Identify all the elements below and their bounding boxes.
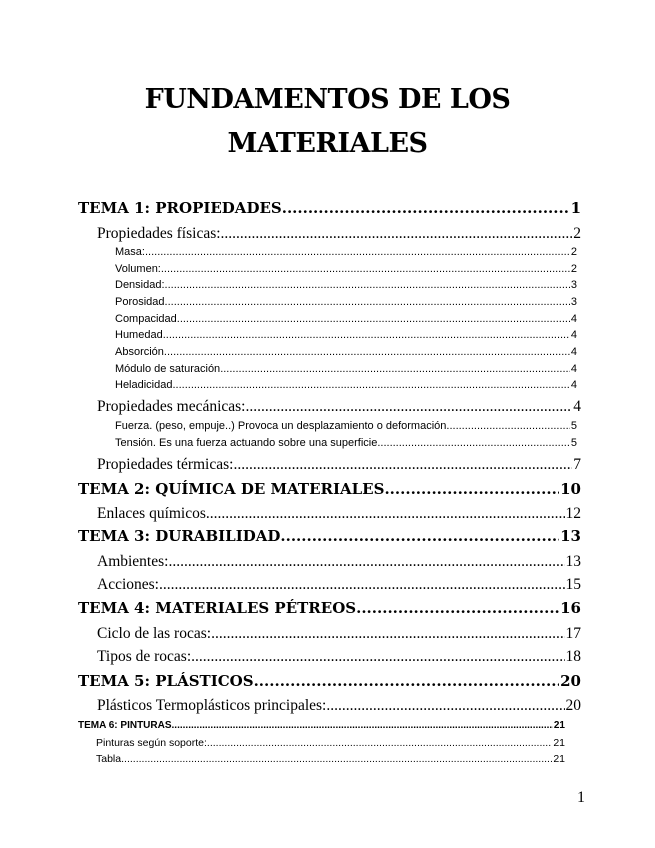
document-title-line-2: MATERIALES bbox=[227, 128, 428, 159]
toc-entry-label: Propiedades mecánicas: bbox=[97, 398, 246, 415]
toc-entry-label: Compacidad bbox=[115, 313, 177, 325]
toc-entry-label: Humedad bbox=[115, 329, 163, 341]
toc-entry-page: 20 bbox=[560, 672, 581, 690]
toc-leader-dots bbox=[207, 737, 552, 749]
toc-entry-label: TEMA 4: MATERIALES PÉTREOS bbox=[78, 599, 357, 617]
toc-entry-label: Volumen: bbox=[115, 263, 161, 275]
toc-leader-dots bbox=[161, 263, 570, 275]
toc-leader-dots bbox=[280, 527, 559, 545]
toc-leader-dots bbox=[233, 456, 572, 474]
toc-leader-dots bbox=[172, 379, 569, 391]
toc-leader-dots bbox=[211, 625, 564, 643]
toc-entry-page: 21 bbox=[553, 753, 565, 765]
toc-entry-page: 3 bbox=[570, 279, 577, 291]
toc-entry-page: 2 bbox=[570, 246, 577, 258]
toc-leader-dots bbox=[377, 437, 570, 449]
toc-leader-dots bbox=[326, 697, 564, 715]
toc-entry-propiedades-termicas[interactable] bbox=[97, 456, 581, 478]
toc-entry-page: 4 bbox=[570, 346, 577, 358]
toc-entry-termoplasticos[interactable] bbox=[97, 697, 581, 719]
toc-entry-tema-5[interactable] bbox=[78, 672, 581, 694]
toc-leader-dots bbox=[159, 576, 565, 594]
toc-entry-tema-6[interactable] bbox=[78, 720, 565, 735]
toc-entry-masa[interactable] bbox=[115, 246, 577, 262]
toc-entry-label: Ciclo de las rocas: bbox=[97, 625, 212, 642]
toc-entry-label: TEMA 1: PROPIEDADES bbox=[78, 199, 282, 217]
toc-entry-label: Pinturas según soporte: bbox=[96, 737, 207, 749]
toc-entry-label: Plásticos Termoplásticos principales: bbox=[97, 697, 327, 714]
toc-entry-page: 4 bbox=[573, 398, 581, 415]
toc-entry-volumen[interactable] bbox=[115, 263, 577, 279]
toc-entry-label: TEMA 2: QUÍMICA DE MATERIALES bbox=[78, 480, 385, 498]
toc-entry-page: 4 bbox=[570, 329, 577, 341]
toc-entry-page: 1 bbox=[570, 199, 581, 217]
toc-entry-page: 10 bbox=[560, 480, 581, 498]
toc-entry-page: 13 bbox=[565, 553, 581, 570]
toc-entry-page: 4 bbox=[570, 313, 577, 325]
toc-entry-page: 12 bbox=[565, 505, 581, 522]
toc-entry-page: 21 bbox=[553, 720, 565, 731]
toc-leader-dots bbox=[282, 199, 570, 217]
toc-entry-page: 13 bbox=[560, 527, 581, 545]
toc-entry-label: TEMA 3: DURABILIDAD bbox=[78, 527, 281, 545]
toc-entry-label: Tensión. Es una fuerza actuando sobre una superficie bbox=[115, 437, 378, 449]
toc-entry-label: Heladicidad bbox=[115, 379, 173, 391]
toc-entry-ambientes[interactable] bbox=[97, 553, 581, 575]
toc-entry-label: Absorción bbox=[115, 346, 164, 358]
toc-entry-page: 4 bbox=[570, 379, 577, 391]
toc-entry-fuerza[interactable] bbox=[115, 420, 577, 436]
page-number: 1 bbox=[577, 789, 585, 806]
toc-entry-absorcion[interactable] bbox=[115, 346, 577, 362]
toc-entry-page: 15 bbox=[565, 576, 581, 593]
toc-entry-page: 7 bbox=[573, 456, 581, 473]
toc-entry-heladicidad[interactable] bbox=[115, 379, 577, 395]
toc-entry-page: 5 bbox=[570, 437, 577, 449]
toc-entry-label: TEMA 5: PLÁSTICOS bbox=[78, 672, 254, 690]
toc-entry-label: Fuerza. (peso, empuje..) Provoca un desplazamiento o deformación bbox=[115, 420, 447, 432]
toc-leader-dots bbox=[121, 753, 552, 765]
toc-leader-dots bbox=[221, 225, 573, 243]
document-title-line-1: FUNDAMENTOS DE LOS bbox=[144, 84, 511, 115]
toc-entry-label: Enlaces químicos. bbox=[97, 505, 210, 522]
toc-entry-label: Módulo de saturación bbox=[115, 363, 221, 375]
toc-leader-dots bbox=[168, 296, 570, 308]
toc-entry-tipos-rocas[interactable] bbox=[97, 648, 581, 670]
toc-entry-tabla[interactable] bbox=[96, 753, 565, 768]
toc-leader-dots bbox=[210, 505, 565, 523]
toc-entry-label: Densidad: bbox=[115, 279, 165, 291]
toc-entry-label: Propiedades físicas: bbox=[97, 225, 221, 242]
toc-entry-tema-3[interactable] bbox=[78, 527, 581, 549]
toc-leader-dots bbox=[163, 329, 570, 341]
toc-leader-dots bbox=[172, 720, 553, 731]
toc-entry-label: Tabla bbox=[96, 753, 122, 765]
toc-entry-label: Acciones: bbox=[97, 576, 159, 593]
toc-entry-ciclo-rocas[interactable] bbox=[97, 625, 581, 647]
toc-entry-label: Porosidad. bbox=[115, 296, 168, 308]
toc-entry-pinturas-soporte[interactable] bbox=[96, 737, 565, 752]
toc-leader-dots bbox=[245, 398, 572, 416]
toc-leader-dots bbox=[220, 363, 570, 375]
toc-entry-tema-1[interactable] bbox=[78, 199, 581, 221]
toc-entry-page: 17 bbox=[565, 625, 581, 642]
toc-entry-enlaces-quimicos[interactable] bbox=[97, 505, 581, 527]
document-title bbox=[0, 78, 655, 166]
toc-leader-dots bbox=[168, 553, 564, 571]
toc-entry-page: 4 bbox=[570, 363, 577, 375]
toc-entry-propiedades-fisicas[interactable] bbox=[97, 225, 581, 247]
toc-entry-label: Masa: bbox=[115, 246, 145, 258]
toc-leader-dots bbox=[384, 480, 559, 498]
toc-entry-tension[interactable] bbox=[115, 437, 577, 453]
toc-leader-dots bbox=[254, 672, 560, 690]
toc-entry-page: 16 bbox=[560, 599, 581, 617]
toc-entry-modulo-saturacion[interactable] bbox=[115, 363, 577, 379]
toc-entry-tema-2[interactable] bbox=[78, 480, 581, 502]
toc-entry-propiedades-mecanicas[interactable] bbox=[97, 398, 581, 420]
toc-entry-page: 20 bbox=[565, 697, 581, 714]
toc-entry-page: 3 bbox=[570, 296, 577, 308]
toc-leader-dots bbox=[165, 279, 570, 291]
toc-leader-dots bbox=[356, 599, 559, 617]
toc-entry-humedad[interactable] bbox=[115, 329, 577, 345]
toc-entry-page: 2 bbox=[573, 225, 581, 242]
toc-leader-dots bbox=[446, 420, 569, 432]
toc-entry-compacidad[interactable] bbox=[115, 313, 577, 329]
toc-entry-page: 2 bbox=[570, 263, 577, 275]
toc-entry-tema-4[interactable] bbox=[78, 599, 581, 621]
toc-entry-label: Propiedades térmicas: bbox=[97, 456, 234, 473]
toc-leader-dots bbox=[145, 246, 570, 258]
toc-entry-page: 18 bbox=[565, 648, 581, 665]
toc-entry-page: 21 bbox=[553, 737, 565, 749]
toc-leader-dots bbox=[177, 313, 570, 325]
toc-entry-densidad[interactable] bbox=[115, 279, 577, 295]
toc-entry-label: Ambientes: bbox=[97, 553, 169, 570]
toc-entry-acciones[interactable] bbox=[97, 576, 581, 598]
toc-entry-label: TEMA 6: PINTURAS bbox=[78, 720, 172, 731]
toc-entry-porosidad[interactable] bbox=[115, 296, 577, 312]
toc-entry-label: Tipos de rocas: bbox=[97, 648, 192, 665]
toc-leader-dots bbox=[191, 648, 564, 666]
toc-leader-dots bbox=[164, 346, 570, 358]
toc-entry-page: 5 bbox=[570, 420, 577, 432]
